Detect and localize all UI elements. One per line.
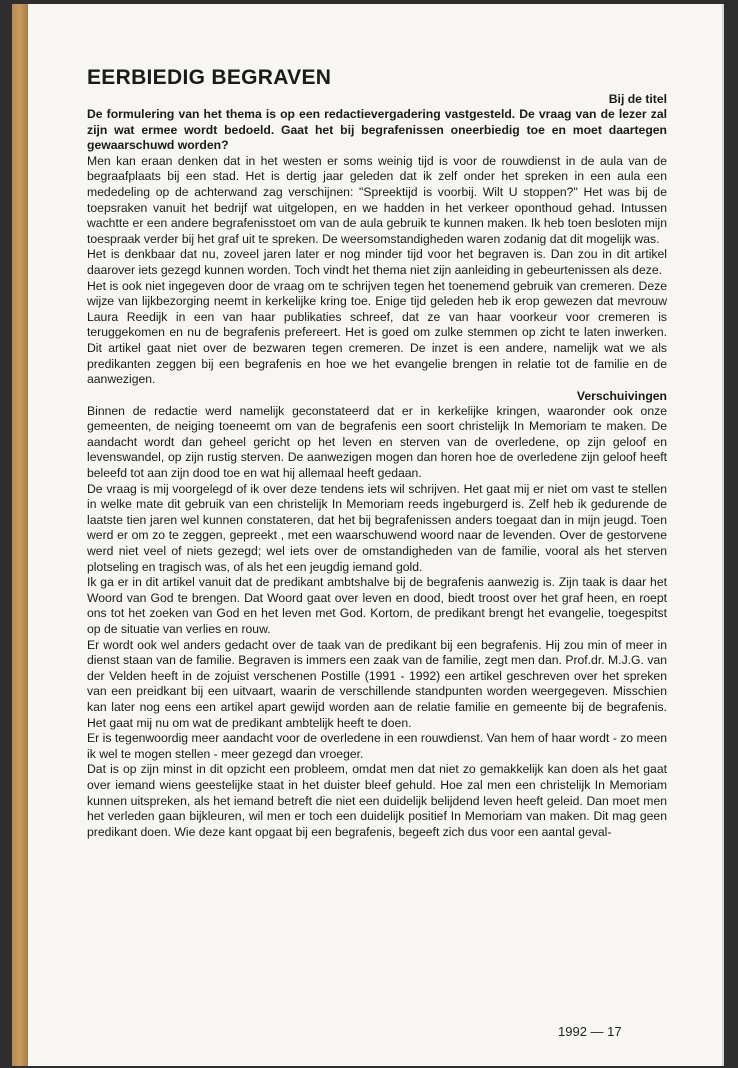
- paragraph: Men kan eraan denken dat in het westen er soms weinig tijd is voor de rouwdienst in de aula van de begraafplaats bij een stad. Het is dertig jaar geleden dat ik zelf onder het spreken in een aula een mededeling op de achterwand zag verschijnen: "Spreektijd is voorbij. Wilt U stoppen?" Het was bij de toepsraken vanuit het bedrijf wat uitgelopen, en we hadden in het verkeer oponthoud gehad. Intussen wachtte er een andere begrafenisstoet om van de aula gebruik te kunnen maken. Ik heb toen besloten mijn toespraak verder bij het graf uit te spreken. De weersomstandigheden waren zodanig dat dit mogelijk was.: [87, 153, 667, 246]
- paragraph: Er is tegenwoordig meer aandacht voor de overledene in een rouwdienst. Van hem of haar wordt - zo meen ik wel te mogen stellen - meer gezegd dan vroeger.: [87, 731, 667, 761]
- page-number: 1992 — 17: [558, 1024, 622, 1039]
- article: [87, 66, 667, 840]
- section-heading-verschuivingen: Verschuivingen: [576, 388, 667, 403]
- article-title: EERBIEDIG BEGRAVEN: [87, 66, 332, 89]
- book-spine-edge: [12, 4, 28, 1066]
- section-heading-bij-de-titel: Bij de titel: [608, 92, 667, 106]
- paragraph: De vraag is mij voorgelegd of ik over deze tendens iets wil schrijven. Het gaat mij er niet om vast te stellen in welke mate dit gebruik van een christelijk In Memoriam reeds ingeburgerd is. Zelf heb ik gedurende de laatste tien jaren wel kunnen constateren, dat het bij begrafenissen anders toegaat dan in mijn jeugd. Toen werd er om zo te zeggen, gepreekt , met een waarschuwend woord naar de levenden. Over de gestorvene werd niet veel of niets gezegd; wel iets over de omstandigheden van de familie, vooral als het sterven plotseling en tragisch was, of als het een jeugdig iemand gold.: [87, 481, 667, 574]
- paragraph: Het is denkbaar dat nu, zoveel jaren later er nog minder tijd voor het begraven is. Dan zou in dit artikel daarover iets gezegd kunnen worden. Toch vindt het thema niet zijn aanleiding in gebeurtenissen als deze.: [87, 247, 667, 277]
- paragraph: Het is ook niet ingegeven door de vraag om te schrijven tegen het toenemend gebruik van cremeren. Deze wijze van lijkbezorging neemt in kerkelijke kring toe. Enige tijd geleden heb ik erop gewezen dat mevrouw Laura Reedijk in een van haar publikaties schreef, dat ze van haar voorkeur voor cremeren is teruggekomen en nu de begrafenis prefereert. Het is goed om zulke stemmen op zicht te laten inwerken. Dit artikel gaat niet over de bezwaren tegen cremeren. De inzet is een andere, namelijk wat we als predikanten zeggen bij een begrafenis en hoe we het evangelie brengen in relatie tot de familie en de aanwezigen.: [87, 278, 667, 387]
- paragraph: Dat is op zijn minst in dit opzicht een probleem, omdat men dat niet zo gemakkelijk kan doen als het gaat over iemand wiens geestelijke staat in het duister bleef gehuld. Hoe zal men een christelijk In Memoriam kunnen uitspreken, als het iemand betreft die niet een duidelijk belijdend leven heeft geleid. Dan moet men het verleden gaan bijkleuren, wil men er toch een duidelijk positief In Memoriam van maken. Dit mag geen predikant doen. Wie deze kant opgaat bij een begrafenis, begeeft zich dus voor een aantal geval-: [87, 762, 667, 839]
- paragraph: Er wordt ook wel anders gedacht over de taak van de predikant bij een begrafenis. Hij zou min of meer in dienst staan van de familie. Begraven is immers een zaak van de familie, zegt men dan. Prof.dr. M.J.G. van der Velden heeft in de zojuist verschenen Postille (1991 - 1992) een artikel geschreven over het spreken van een preidkant bij een uitvaart, waarin de verschillende standpunten worden weergegeven. Misschien kan later nog eens een artikel apart gewijd worden aan de relatie familie en gemeente bij de begrafenis. Het gaat mij nu om wat de predikant ambtelijk heeft te doen.: [87, 637, 667, 730]
- lead-paragraph: De formulering van het thema is op een redactievergadering vastgesteld. De vraag van de lezer zal zijn wat ermee wordt bedoeld. Gaat het bij begrafenissen oneerbiedig toe en moet daartegen gewaarschuwd worden?: [87, 107, 667, 153]
- paragraph: Binnen de redactie werd namelijk geconstateerd dat er in kerkelijke kringen, waaronder ook onze gemeenten, de neiging toeneemt om van de begrafenis een soort christelijk In Memoriam te maken. De aandacht wordt dan geheel gericht op het leven en sterven van de overledene, op zijn geloof en levenswandel, op zijn rustig sterven. De aanwezigen mogen dan horen hoe de overledene zijn geloof heeft beleefd tot aan zijn dood toe en wat hij allemaal heeft gedaan.: [87, 403, 667, 481]
- paragraph: Ik ga er in dit artikel vanuit dat de predikant ambtshalve bij de begrafenis aanwezig is. Zijn taak is daar het Woord van God te brengen. Dat Woord gaat over leven en dood, biedt troost over het graf heen, en roept ons tot het zoeken van God en het leven met God. Kortom, de predikant brengt het evangelie, toegespitst op de situatie van verlies en rouw.: [87, 575, 667, 636]
- document-page: [28, 4, 722, 1066]
